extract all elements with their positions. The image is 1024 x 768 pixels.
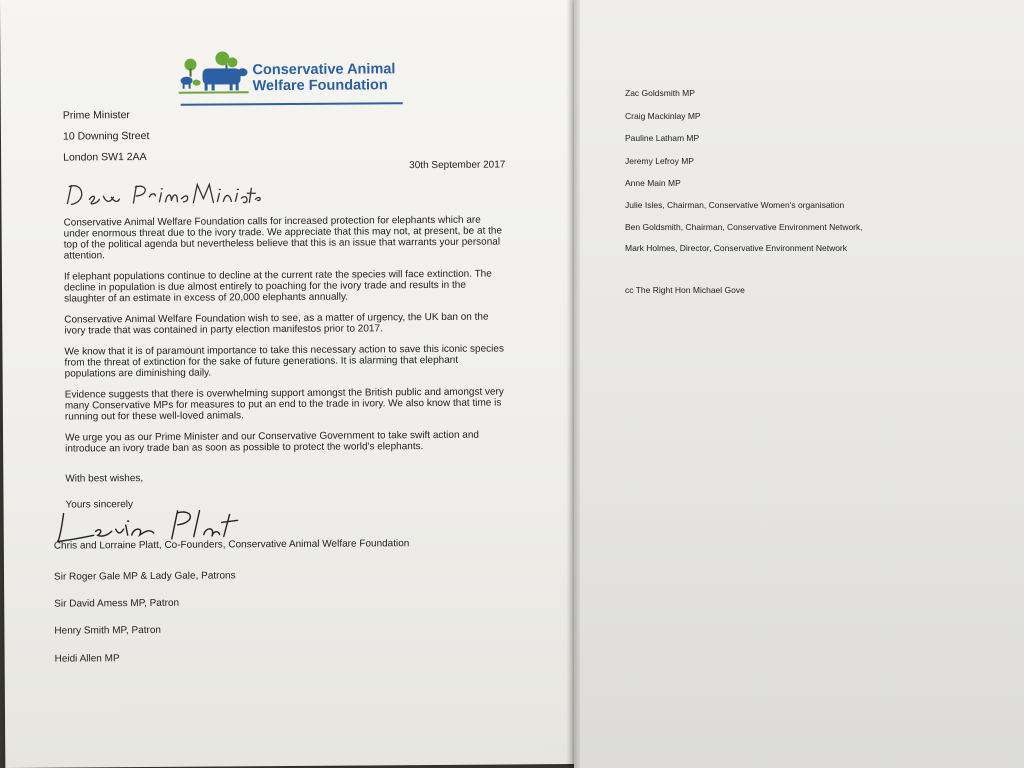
address-line-2: 10 Downing Street bbox=[62, 129, 150, 143]
paragraph-5: Evidence suggests that there is overwhelming support amongst the British public and amongst very many Conservative MPs for measures to put an end to the trade in ivory. We also know that time is running out for these well-loved animals. bbox=[64, 386, 504, 423]
paragraph-2: If elephant populations continue to decline at the current rate the species will face extinction. The decline in population is due almost entirely to poaching for the ivory trade and results in the slaughter of an estimate in excess of 20,000 elephants annually. bbox=[63, 268, 492, 305]
signee-mackinlay: Craig Mackinlay MP bbox=[625, 111, 701, 121]
signee-ben-goldsmith: Ben Goldsmith, Chairman, Conservative Environment Network, bbox=[625, 222, 863, 232]
cc-line: cc The Right Hon Michael Gove bbox=[625, 285, 745, 295]
handwritten-salutation bbox=[63, 176, 263, 211]
signee-gale: Sir Roger Gale MP & Lady Gale, Patrons bbox=[53, 570, 236, 583]
address-line-3: London SW1 2AA bbox=[63, 150, 147, 164]
signee-main: Anne Main MP bbox=[625, 178, 681, 188]
page-fold-shadow bbox=[566, 0, 580, 768]
signee-isles: Julie Isles, Chairman, Conservative Women's organisation bbox=[625, 200, 845, 210]
paragraph-4: We know that it is of paramount importance to take this necessary action to save this iconic species from the threat of extinction for the sake of future generations. It is alarming that elephant populations are diminishing daily. bbox=[64, 343, 504, 380]
signee-holmes: Mark Holmes, Director, Conservative Environment Network bbox=[625, 243, 848, 253]
paragraph-3: Conservative Animal Welfare Foundation wish to see, as a matter of urgency, the UK ban on the ivory trade that was contained in party election manifestos prior to 2017. bbox=[64, 311, 489, 337]
address-line-1: Prime Minister bbox=[62, 109, 130, 122]
letter-body bbox=[64, 214, 506, 464]
paragraph-1: Conservative Animal Welfare Foundation calls for increased protection for elephants which are under enormous threat due to the ivory trade. We appreciate that this may not, at present, be at the top of the political agenda but nevertheless believe that this is an issue that warrants your personal attention. bbox=[63, 214, 503, 262]
closing-best-wishes: With best wishes, bbox=[65, 473, 144, 485]
logo-line-2: Welfare Foundation bbox=[252, 77, 388, 95]
signee-zac-goldsmith: Zac Goldsmith MP bbox=[625, 88, 695, 98]
closing-sincerely: Yours sincerely bbox=[65, 499, 134, 511]
paragraph-6: We urge you as our Prime Minister and our Conservative Government to take swift action and introduce an ivory trade ban as soon as possible to protect the world's elephants. bbox=[65, 429, 479, 455]
logo-line-1: Conservative Animal bbox=[252, 61, 396, 79]
logo-underline bbox=[181, 102, 403, 106]
signee-smith: Henry Smith MP, Patron bbox=[54, 624, 161, 637]
logo-wordmark bbox=[252, 61, 395, 94]
foundation-logo bbox=[178, 49, 408, 111]
animals-logo-icon bbox=[178, 50, 250, 107]
signee-latham: Pauline Latham MP bbox=[625, 133, 700, 143]
signee-allen: Heidi Allen MP bbox=[54, 653, 120, 665]
letter-date: 30th September 2017 bbox=[409, 159, 506, 172]
signee-amess: Sir David Amess MP, Patron bbox=[54, 597, 180, 610]
signee-founders: Chris and Lorraine Platt, Co-Founders, Conservative Animal Welfare Foundation bbox=[53, 538, 410, 552]
signee-lefroy: Jeremy Lefroy MP bbox=[625, 156, 694, 166]
